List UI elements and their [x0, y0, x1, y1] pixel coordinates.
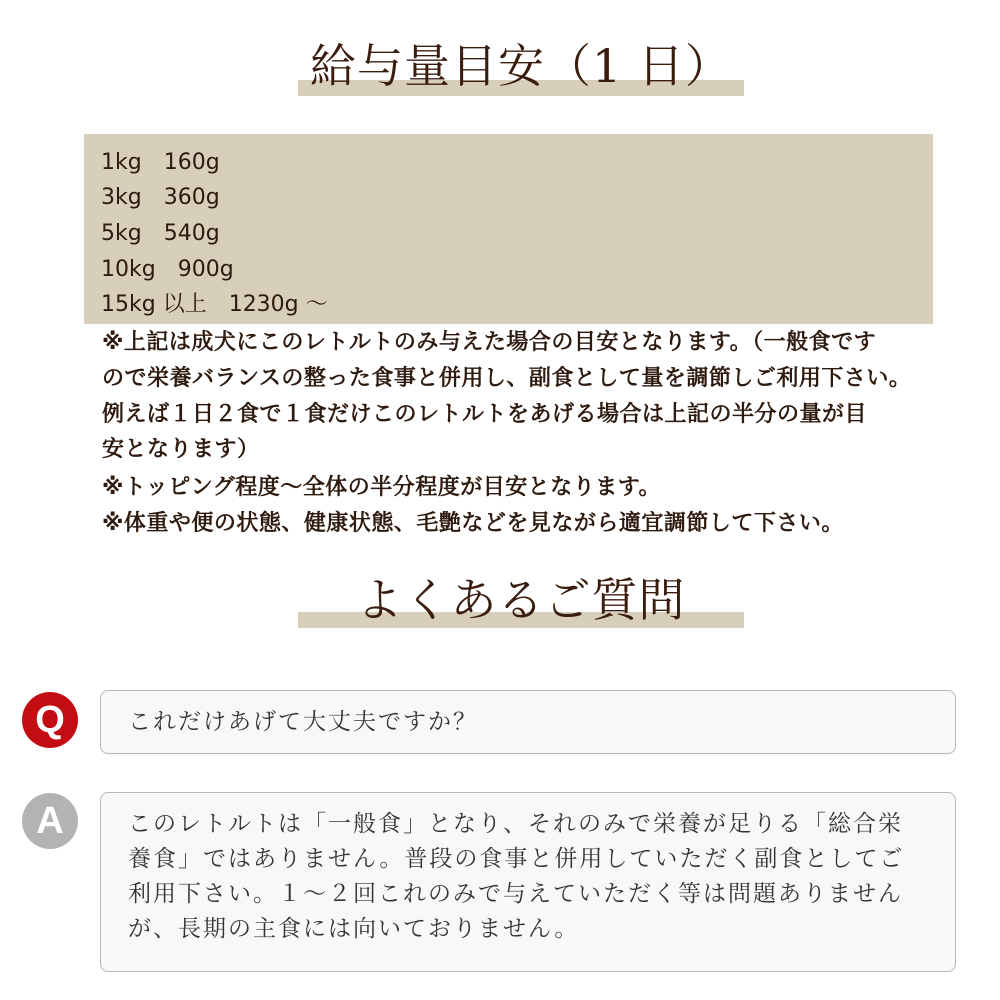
- amount-row: 3kg 360g: [101, 185, 220, 210]
- answer-bubble: [100, 792, 956, 972]
- amount-row: 5kg 540g: [101, 221, 220, 246]
- feeding-amount-table: [84, 134, 933, 324]
- amount-row: 1kg 160g: [101, 150, 220, 175]
- note-line: ※体重や便の状態、健康状態、毛艶などを見ながら適宜調節して下さい。: [102, 511, 844, 536]
- feeding-guide-title: 給与量目安（1 日）: [310, 39, 732, 93]
- answer-line: 利用下さい。１～２回これのみで与えていただく等は問題ありません: [128, 881, 903, 907]
- question-badge-icon: Q: [22, 692, 78, 748]
- answer-line: が、長期の主食には向いておりません。: [128, 916, 580, 942]
- answer-line: 養食」ではありません。普段の食事と併用していただく副食としてご: [128, 846, 905, 872]
- note-line: 安となります）: [102, 437, 260, 462]
- faq-heading: [298, 568, 744, 632]
- amount-row: 10kg 900g: [101, 257, 234, 282]
- note-line: ※トッピング程度～全体の半分程度が目安となります。: [102, 475, 662, 500]
- amount-row: 15kg 以上 1230g ～: [101, 292, 328, 317]
- note-line: ※上記は成犬にこのレトルトのみ与えた場合の目安となります。（一般食です: [102, 330, 877, 355]
- feeding-guide-heading: [298, 34, 744, 98]
- answer-line: このレトルトは「一般食」となり、それのみで栄養が足りる「総合栄: [128, 811, 903, 837]
- question-bubble: [100, 690, 956, 754]
- note-line: 例えば１日２食で１食だけこのレトルトをあげる場合は上記の半分の量が目: [102, 402, 868, 427]
- faq-title: よくあるご質問: [356, 573, 686, 627]
- answer-badge-icon: A: [22, 793, 78, 849]
- question-text: これだけあげて大丈夫ですか？: [128, 709, 478, 735]
- note-line: ので栄養バランスの整った食事と併用し、副食として量を調節しご利用下さい。: [102, 366, 912, 391]
